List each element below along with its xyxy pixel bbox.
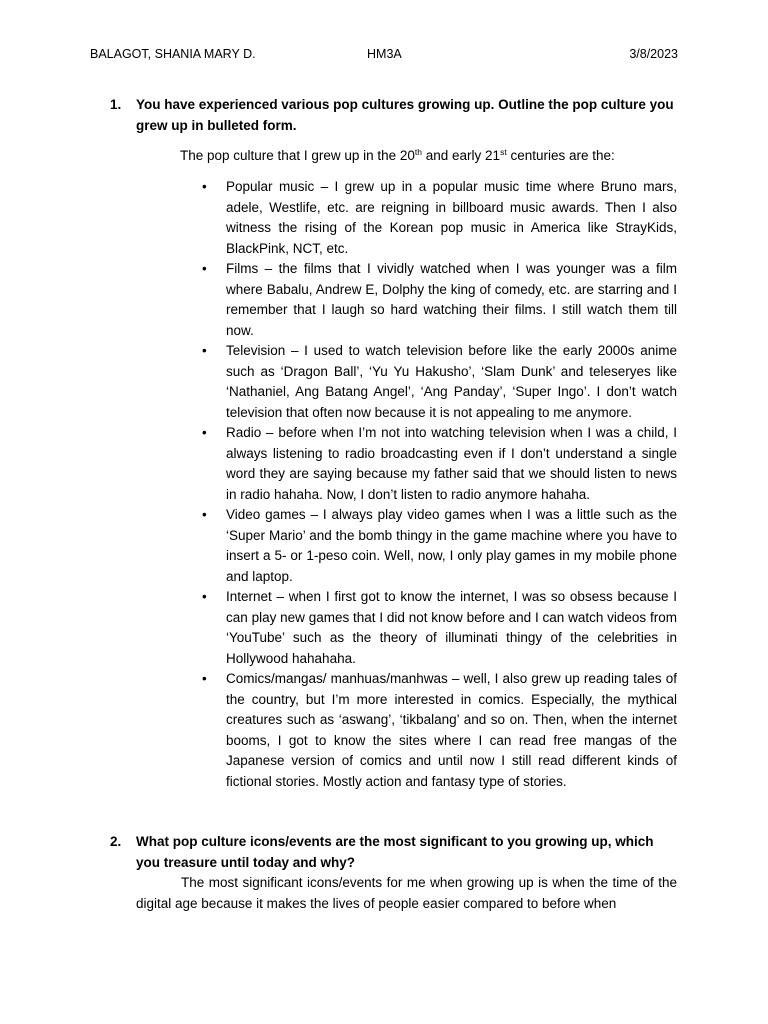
question-1-text: You have experienced various pop cultures growing up. Outline the pop culture you grew up in bulleted form. bbox=[136, 97, 674, 133]
intro-text-1: The pop culture that I grew up in the 20 bbox=[180, 148, 415, 163]
intro-superscript-st: st bbox=[500, 147, 507, 157]
list-item-comics bbox=[202, 669, 677, 792]
list-item-text: Radio – before when I’m not into watching television when I was a child, I always listening to radio broadcasting even if I don’t understand a single word they are saying because my father said that we should listen to news in radio hahaha. Now, I don’t listen to radio anymore hahaha. bbox=[226, 425, 677, 502]
bullet-icon: • bbox=[202, 261, 207, 276]
page-header bbox=[90, 47, 678, 67]
list-item-internet bbox=[202, 587, 677, 669]
list-item-text: Video games – I always play video games when I was a little such as the ‘Super Mario’ and the bomb thingy in the game machine where you have to insert a 5- or 1-peso coin. Well, now, I only play games in my mobile phone and laptop. bbox=[226, 507, 677, 584]
intro-text-3: centuries are the: bbox=[506, 148, 615, 163]
document-date: 3/8/2023 bbox=[629, 47, 678, 61]
bullet-icon: • bbox=[202, 179, 207, 194]
question-1-number: 1. bbox=[110, 97, 122, 112]
intro-superscript-th: th bbox=[414, 147, 422, 157]
answer-2-paragraph: The most significant icons/events for me when growing up is when the time of the digital age because it makes the lives of people easier compared to before when bbox=[136, 875, 677, 911]
question-2-number: 2. bbox=[110, 834, 122, 849]
pop-culture-list bbox=[202, 177, 677, 792]
question-1 bbox=[110, 95, 677, 136]
list-item-text: Internet – when I first got to know the internet, I was so obsess because I can play new games that I did not know before and I can watch videos from ‘YouTube’ such as the theory of illuminati thingy of the celebrities in Hollywood hahahaha. bbox=[226, 589, 677, 666]
question-2-text: What pop culture icons/events are the most significant to you growing up, which you treasure until today and why? bbox=[136, 834, 654, 870]
list-item-text: Films – the films that I vividly watched when I was younger was a film where Babalu, Andrew E, Dolphy the king of comedy, etc. are starring and I remember that I laugh so hard watching their films. I still watch them till now. bbox=[226, 261, 677, 338]
bullet-icon: • bbox=[202, 343, 207, 358]
list-item-text: Comics/mangas/ manhuas/manhwas – well, I also grew up reading tales of the country, but I’m more interested in comics. Especially, the mythical creatures such as ‘aswang’, ‘tikbalang’ and so on. Then, when the internet booms, I got to know the sites where I can read free mangas of the Japanese version of comics and until now I still read different kinds of fictional stories. Mostly action and fantasy type of stories. bbox=[226, 671, 677, 789]
bullet-icon: • bbox=[202, 589, 207, 604]
list-item-popular-music bbox=[202, 177, 677, 259]
student-name: BALAGOT, SHANIA MARY D. bbox=[90, 47, 256, 61]
bullet-icon: • bbox=[202, 507, 207, 522]
intro-text-2: and early 21 bbox=[422, 148, 501, 163]
answer-1-intro bbox=[180, 146, 677, 167]
list-item-video-games bbox=[202, 505, 677, 587]
class-section: HM3A bbox=[367, 47, 402, 61]
bullet-icon: • bbox=[202, 671, 207, 686]
list-item-films bbox=[202, 259, 677, 341]
list-item-television bbox=[202, 341, 677, 423]
list-item-text: Popular music – I grew up in a popular music time where Bruno mars, adele, Westlife, etc. are reigning in billboard music awards. Then I also witness the rising of the Korean pop music in America like StrayKids, BlackPink, NCT, etc. bbox=[226, 179, 677, 256]
question-2 bbox=[110, 832, 677, 873]
list-item-radio bbox=[202, 423, 677, 505]
list-item-text: Television – I used to watch television before like the early 2000s anime such as ‘Dragon Ball’, ‘Yu Yu Hakusho’, ‘Slam Dunk’ and teleseryes like ‘Nathaniel, Ang Batang Angel’, ‘Ang Panday’, ‘Super Ingo’. I don’t watch television that often now because it is not appealing to me anymore. bbox=[226, 343, 677, 420]
bullet-icon: • bbox=[202, 425, 207, 440]
